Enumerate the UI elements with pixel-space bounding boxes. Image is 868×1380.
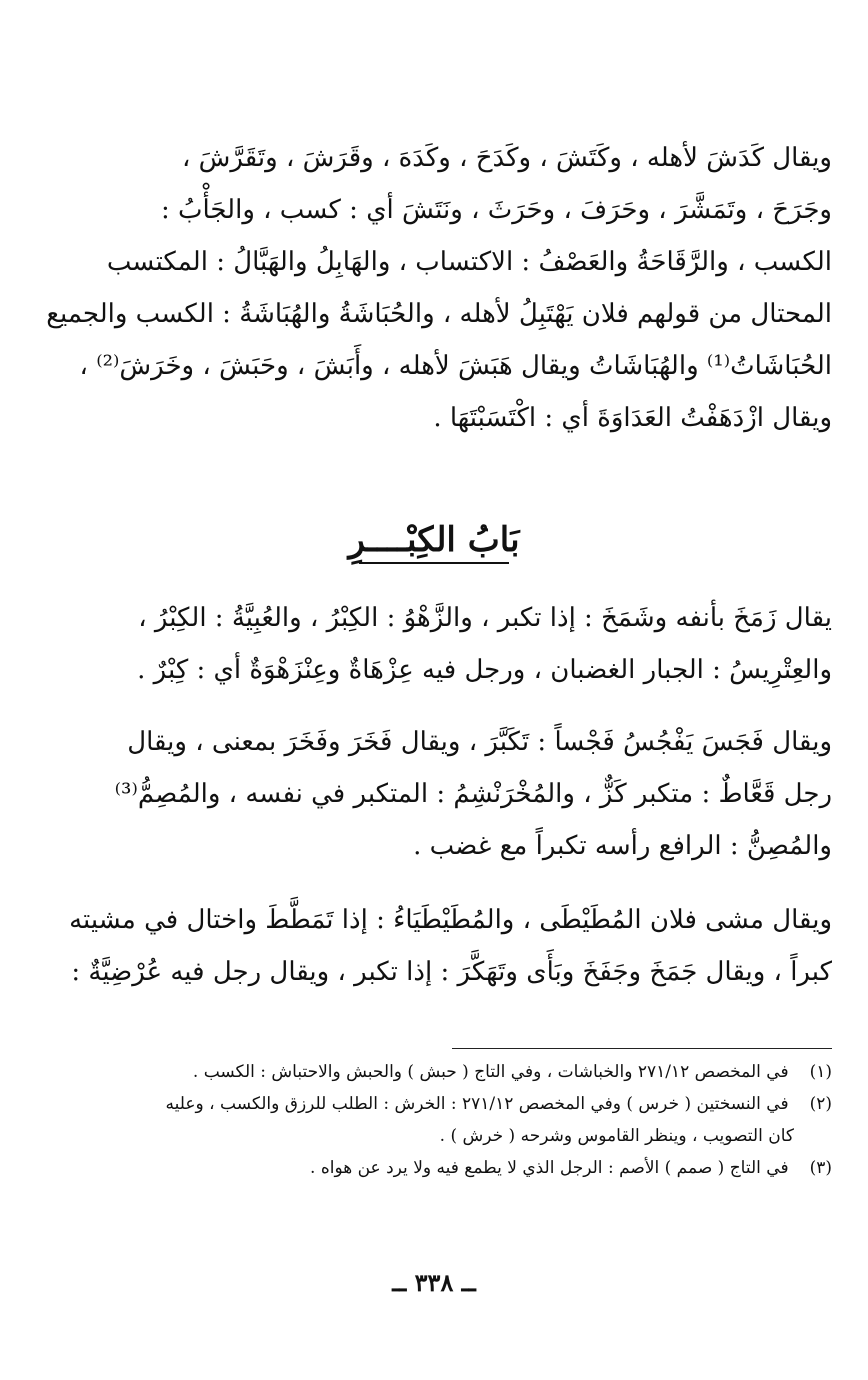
text-line: رجل قَعَّاطٌ : متكبر كَزٌّ ، والمُخْرَنْشِمُ : المتكبر في نفسه ، والمُصِمُّ⁽³⁾ <box>114 779 832 809</box>
text-line: الكسب ، والرَّقَاحَةُ والعَصْفُ : الاكتساب ، والهَابِلُ والهَبَّالُ : المكتسب <box>106 247 832 277</box>
footnote <box>60 1088 832 1120</box>
footnotes <box>60 1056 832 1184</box>
text-line: ويقال ازْدَهَفْتُ العَدَاوَةَ أي : اكْتَسَبْتَهَا . <box>433 403 832 433</box>
paragraph-kibr-2 <box>36 716 832 872</box>
text-line: الحُبَاشَاتُ⁽¹⁾ والهُبَاشَاتُ ويقال هَبَشَ لأهله ، وأَبَشَ ، وحَبَشَ ، وخَرَشَ⁽²⁾ ، <box>79 351 832 381</box>
text-line: وجَرَحَ ، وتَمَشَّرَ ، وحَرَفَ ، وحَرَثَ ، ونَتَشَ أي : كسب ، والجَأْبُ : <box>160 195 832 225</box>
text-line: ويقال كَدَشَ لأهله ، وكَتَشَ ، وكَدَحَ ، وكَدَهَ ، وقَرَشَ ، وتَقَرَّشَ ، <box>182 143 832 173</box>
footnote-number: (٢) <box>809 1094 832 1114</box>
footnote-text: في المخصص ٢٧١/١٢ والخباشات ، وفي التاج ( حبش ) والحبش والاحتباش : الكسب . <box>192 1062 789 1082</box>
footnote-text: في التاج ( صمم ) الأصم : الرجل الذي لا يطمع فيه ولا يرد عن هواه . <box>310 1158 789 1178</box>
text-line: كبراً ، ويقال جَمَخَ وجَفَخَ وبَأَى وتَهَكَّرَ : إذا تكبر ، ويقال رجل فيه عُرْضِيَّةٌ : <box>71 957 832 987</box>
heading-underline <box>359 562 509 564</box>
footnote <box>60 1152 832 1184</box>
paragraph-kibr-3 <box>36 894 832 998</box>
chapter-heading <box>0 520 868 564</box>
text-line: ويقال مشى فلان المُطَيْطَى ، والمُطَيْطَيَاءُ : إذا تَمَطَّطَ واختال في مشيته <box>69 905 832 935</box>
text-line: والمُصِنُّ : الرافع رأسه تكبراً مع غضب . <box>413 831 832 861</box>
text-line: والعِتْرِيسُ : الجبار الغضبان ، ورجل فيه عِزْهَاةٌ وعِنْزَهْوَةٌ أي : كِبْرٌ . <box>137 655 832 685</box>
footnote-text: كان التصويب ، وينظر القاموس وشرحه ( خرش ) . <box>439 1126 794 1146</box>
text-line: يقال زَمَخَ بأنفه وشَمَخَ : إذا تكبر ، والزَّهْوُ : الكِبْرُ ، والعُبِيَّةُ : الكِبْرُ ، <box>138 603 832 633</box>
text-line: ويقال فَجَسَ يَفْجُسُ فَجْساً : تَكَبَّرَ ، ويقال فَخَرَ وفَخَرَ بمعنى ، ويقال <box>127 727 832 757</box>
chapter-heading-text: بَابُ الكِبْــــرِ <box>348 520 520 560</box>
page-number: ــ ٣٣٨ ــ <box>392 1268 476 1297</box>
footnote-text: في النسختين ( خرس ) وفي المخصص ٢٧١/١٢ : الخرش : الطلب للرزق والكسب ، وعليه <box>165 1094 789 1114</box>
footnote <box>60 1056 832 1088</box>
paragraph-kibr-1 <box>36 592 832 696</box>
footnote-continuation <box>60 1120 832 1152</box>
footnote-separator <box>452 1048 832 1049</box>
paragraph-kasb <box>36 132 832 444</box>
footnote-number: (٣) <box>809 1158 832 1178</box>
footnote-number: (١) <box>809 1062 832 1082</box>
text-line: المحتال من قولهم فلان يَهْتَبِلُ لأهله ، والحُبَاشَةُ والهُبَاشَةُ : الكسب والجميع <box>46 299 832 329</box>
